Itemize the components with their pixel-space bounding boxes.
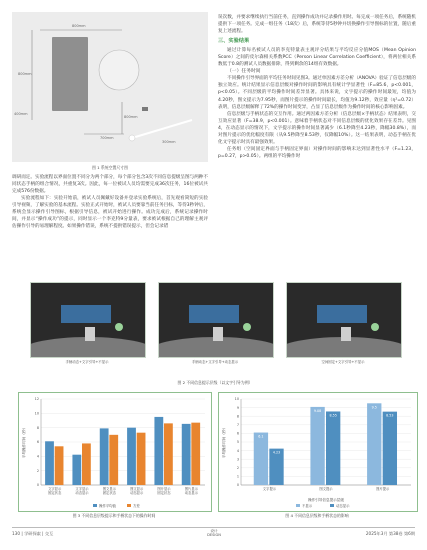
legend-label: 不显示	[302, 504, 313, 508]
y-tick-label: 7	[236, 423, 239, 427]
bar	[367, 403, 381, 485]
legend-swatch	[127, 504, 131, 507]
y-tick-label: 0	[236, 483, 239, 488]
bar	[164, 423, 173, 485]
x-tick-label: 文字显示	[48, 487, 62, 491]
legend-swatch	[93, 504, 97, 507]
bar-value-label: 9.08	[313, 408, 322, 413]
figure-1-dim-2: 800mm	[72, 24, 86, 28]
figure-1-panel	[52, 37, 88, 111]
bar	[100, 428, 109, 485]
x-tick-label: 固定状态	[157, 491, 171, 495]
figure-4-chart	[219, 393, 417, 511]
figure-2-caption: 图 2 不同信息提示层级（以文字引导为例）	[177, 380, 253, 385]
y-tick-label: 3	[236, 457, 239, 462]
figure-1-dim-1: 800mm	[18, 72, 32, 76]
x-tick-label: 固定状态	[48, 491, 62, 495]
figure-1-dim-6: 300mm	[162, 140, 176, 144]
figure-2	[30, 282, 400, 378]
x-tick-label: 动态显示	[130, 491, 144, 495]
y-tick-label: 0	[36, 483, 39, 488]
right-column	[218, 14, 416, 160]
figure-2-panel-3	[286, 282, 402, 358]
x-tick-label: 图片显示	[157, 487, 171, 491]
y-tick-label: 5	[236, 440, 239, 445]
y-tick-label: 10	[34, 411, 39, 416]
figure-1-target	[99, 50, 139, 90]
figure-3-caption: 图 3 不同信息层级提示和手柄状态下的操作时间	[72, 513, 156, 518]
section-title: 三、实验结果	[218, 38, 250, 45]
left-column	[12, 174, 208, 230]
footer-left: 130 | 学研探索 | 交互	[12, 531, 54, 536]
bar	[55, 446, 64, 485]
right-paragraph-4: 信息层级与手柄状态的交互作用。通过两因素方差分析（信息层级×手柄状态）结果表明，交互效应显著（F=38.9，p<0.001）。意味着手柄状态对不同信息层级的优化效果存在差异。见图4，在动态显示的情况下，文字提示的操作时间显著减少（6.1秒降至4.23秒，降幅30.8%），而对图片提示的优化幅度有限（从9.5秒降至8.53秒，仅降幅10%）。这一结果表明，动态手柄在优化文字提示时具有最强效果。	[218, 111, 416, 145]
legend-label: 方差	[133, 504, 140, 508]
footer-right: 2025年3月 第38卷 第6期	[365, 531, 415, 536]
bar	[82, 443, 91, 485]
y-tick-label: 2	[236, 466, 239, 470]
figure-2-panel-1-label: 手柄动态+文字引导+不显示	[65, 360, 109, 364]
figure-3	[18, 392, 212, 512]
bar	[127, 428, 136, 485]
legend-swatch	[296, 504, 300, 507]
bar	[254, 433, 268, 485]
figure-1-dim-4: 700mm	[100, 136, 114, 140]
figure-2-panel-2	[158, 282, 274, 358]
figure-1-object	[142, 107, 148, 111]
x-tick-label: 动态显示	[75, 491, 89, 495]
footer-center: 设计 DESIGN	[207, 529, 221, 537]
y-tick-label: 6	[236, 431, 239, 436]
bar	[109, 435, 118, 485]
y-tick-label: 8	[236, 414, 239, 419]
left-paragraph-2: 实验流程如下：实验开始前，被试人员佩戴好设备并登录实验系统后，首先观看简短的实验引导视频，了解实验的基本流程。实验正式开始时，被试人员要靠当前任务目标，等待3秒钟后，系统会显示操作引导图标，根据引导信息，被试开始进行操作。成功完成后，系统记录操作时间，并显示“操作成功”的提示，同时显示一个李克特9分量表，要求被试根据自己的理解主观评估操作引导的易理解程度。如果操作错误，系统不提供错误提示，但会记录错	[12, 196, 208, 230]
x-tick-label: 图片显示	[184, 487, 198, 491]
figure-1-dim-5: 800mm	[124, 115, 138, 119]
bar	[154, 417, 163, 485]
bar-value-label: 6.1	[258, 434, 264, 439]
y-axis-label: 平均操作时间（秒）	[22, 425, 26, 459]
y-tick-label: 2	[36, 468, 39, 473]
right-paragraph-top: 误次数，并要求继续执行当前任务，直到操作成功并记录操作用时。每完成一项任务后，系统随机提供下一项任务。完成一组任务（18次）后，系统等待5秒钟并切换操作引导图标的位置，随后重复上述流程。	[218, 15, 416, 35]
figure-2-panel-3-label: 空间固定+文字引导+不显示	[321, 360, 365, 364]
y-tick-label: 6	[36, 440, 39, 445]
right-paragraph-5: 任务组（空间固定界面与手柄固定界面）对操作时间的影响未达到显著性水平（F=1.23，p=0.27，p>0.05）。两组的平均操作时	[218, 146, 416, 159]
bar	[383, 412, 397, 485]
bar	[45, 441, 54, 485]
bar	[310, 407, 324, 485]
x-tick-label: 固定状态	[102, 491, 116, 495]
y-tick-label: 4	[236, 448, 239, 453]
right-paragraph-2: 通过计算每名被试人员的李克特量表主观评分结果与平均反应分值MOS（Mean Opinion Score）之间的皮尔森相关系数PCC（Person Linear Correlation Coefficient），将两位相关系数低于0.8的测试人员数据排除，得到剩余的14组有效数据。	[218, 48, 416, 68]
y-tick-label: 12	[34, 397, 39, 402]
x-tick-label: 动态显示	[184, 491, 198, 495]
figure-2-panel-1	[30, 282, 146, 358]
bar	[191, 423, 200, 485]
bar	[326, 411, 340, 485]
figure-4	[218, 392, 418, 512]
y-tick-label: 9	[236, 405, 239, 410]
figure-1-caption: 图 1 系统空置尺寸图	[91, 165, 129, 170]
bar-value-label: 8.55	[329, 413, 337, 418]
bar-value-label: 4.23	[272, 450, 281, 455]
y-tick-label: 1	[236, 474, 239, 479]
x-tick-label: 文字显示	[75, 487, 89, 491]
footer-rule	[12, 527, 415, 528]
figure-4-caption: 图 4 不同信息层级和手柄状态的影响	[285, 513, 349, 518]
bar-value-label: 8.53	[386, 413, 394, 418]
legend-label: 动态显示	[336, 504, 350, 508]
x-tick-label: 文字提示	[262, 487, 276, 491]
bar	[137, 433, 146, 485]
y-tick-label: 4	[36, 454, 39, 459]
legend-swatch	[330, 504, 334, 507]
y-tick-label: 8	[36, 425, 39, 430]
y-axis-label: 平均操作时间（秒）	[222, 425, 226, 459]
x-tick-label: 图文显示	[130, 487, 144, 491]
figure-1-dim-3: 400mm	[14, 112, 28, 116]
bar-value-label: 9.5	[371, 405, 377, 410]
bar	[182, 424, 191, 485]
x-tick-label: 图片提示	[376, 487, 390, 491]
left-paragraph-1: 调研而定。实验流程以界面位置不同分为两个部分，每个部分包含3次不同信息提级呈图与两种不同状态手柄的组合情况，共重复3次。因此，每一位被试人员均需要完成36次任务，16位被试共完成576份数据。	[12, 175, 208, 195]
right-paragraph-3: 不同操作引导界面的平均任务时间见图3。通过单因素方差分析（ANOVA）验证了信息层级的独立效应。统计结果显示信息层级对操作时间的影响具有统计学显著性（F=85.6，p<0.001，p<0.05）。不同层级的平均操作时间差异显著。具体来说，文字提示的操作时间最短，均值为4.20秒，图文提示为7.95秒，而图片提示的操作时间最长，均值为9.12秒，效应量（η²=0.72）表明，信息层级解释了72%的操作时间变异，凸显了信息层级作为操作时间的核心影响因素。	[218, 76, 416, 110]
x-tick-label: 图文提示	[319, 487, 333, 491]
y-tick-label: 10	[234, 397, 239, 402]
x-tick-label: 图文显示	[102, 487, 116, 491]
figure-2-panel-2-label: 手柄动态+文字引导+动态显示	[191, 360, 239, 364]
sub-section-title: （一）任务时间	[227, 69, 261, 75]
figure-3-chart	[19, 393, 211, 511]
legend-label: 操作平均值	[99, 504, 116, 508]
bar	[72, 455, 81, 485]
figure-1	[12, 12, 208, 162]
x-axis-label: 操作引导信息提示层级	[308, 498, 344, 502]
